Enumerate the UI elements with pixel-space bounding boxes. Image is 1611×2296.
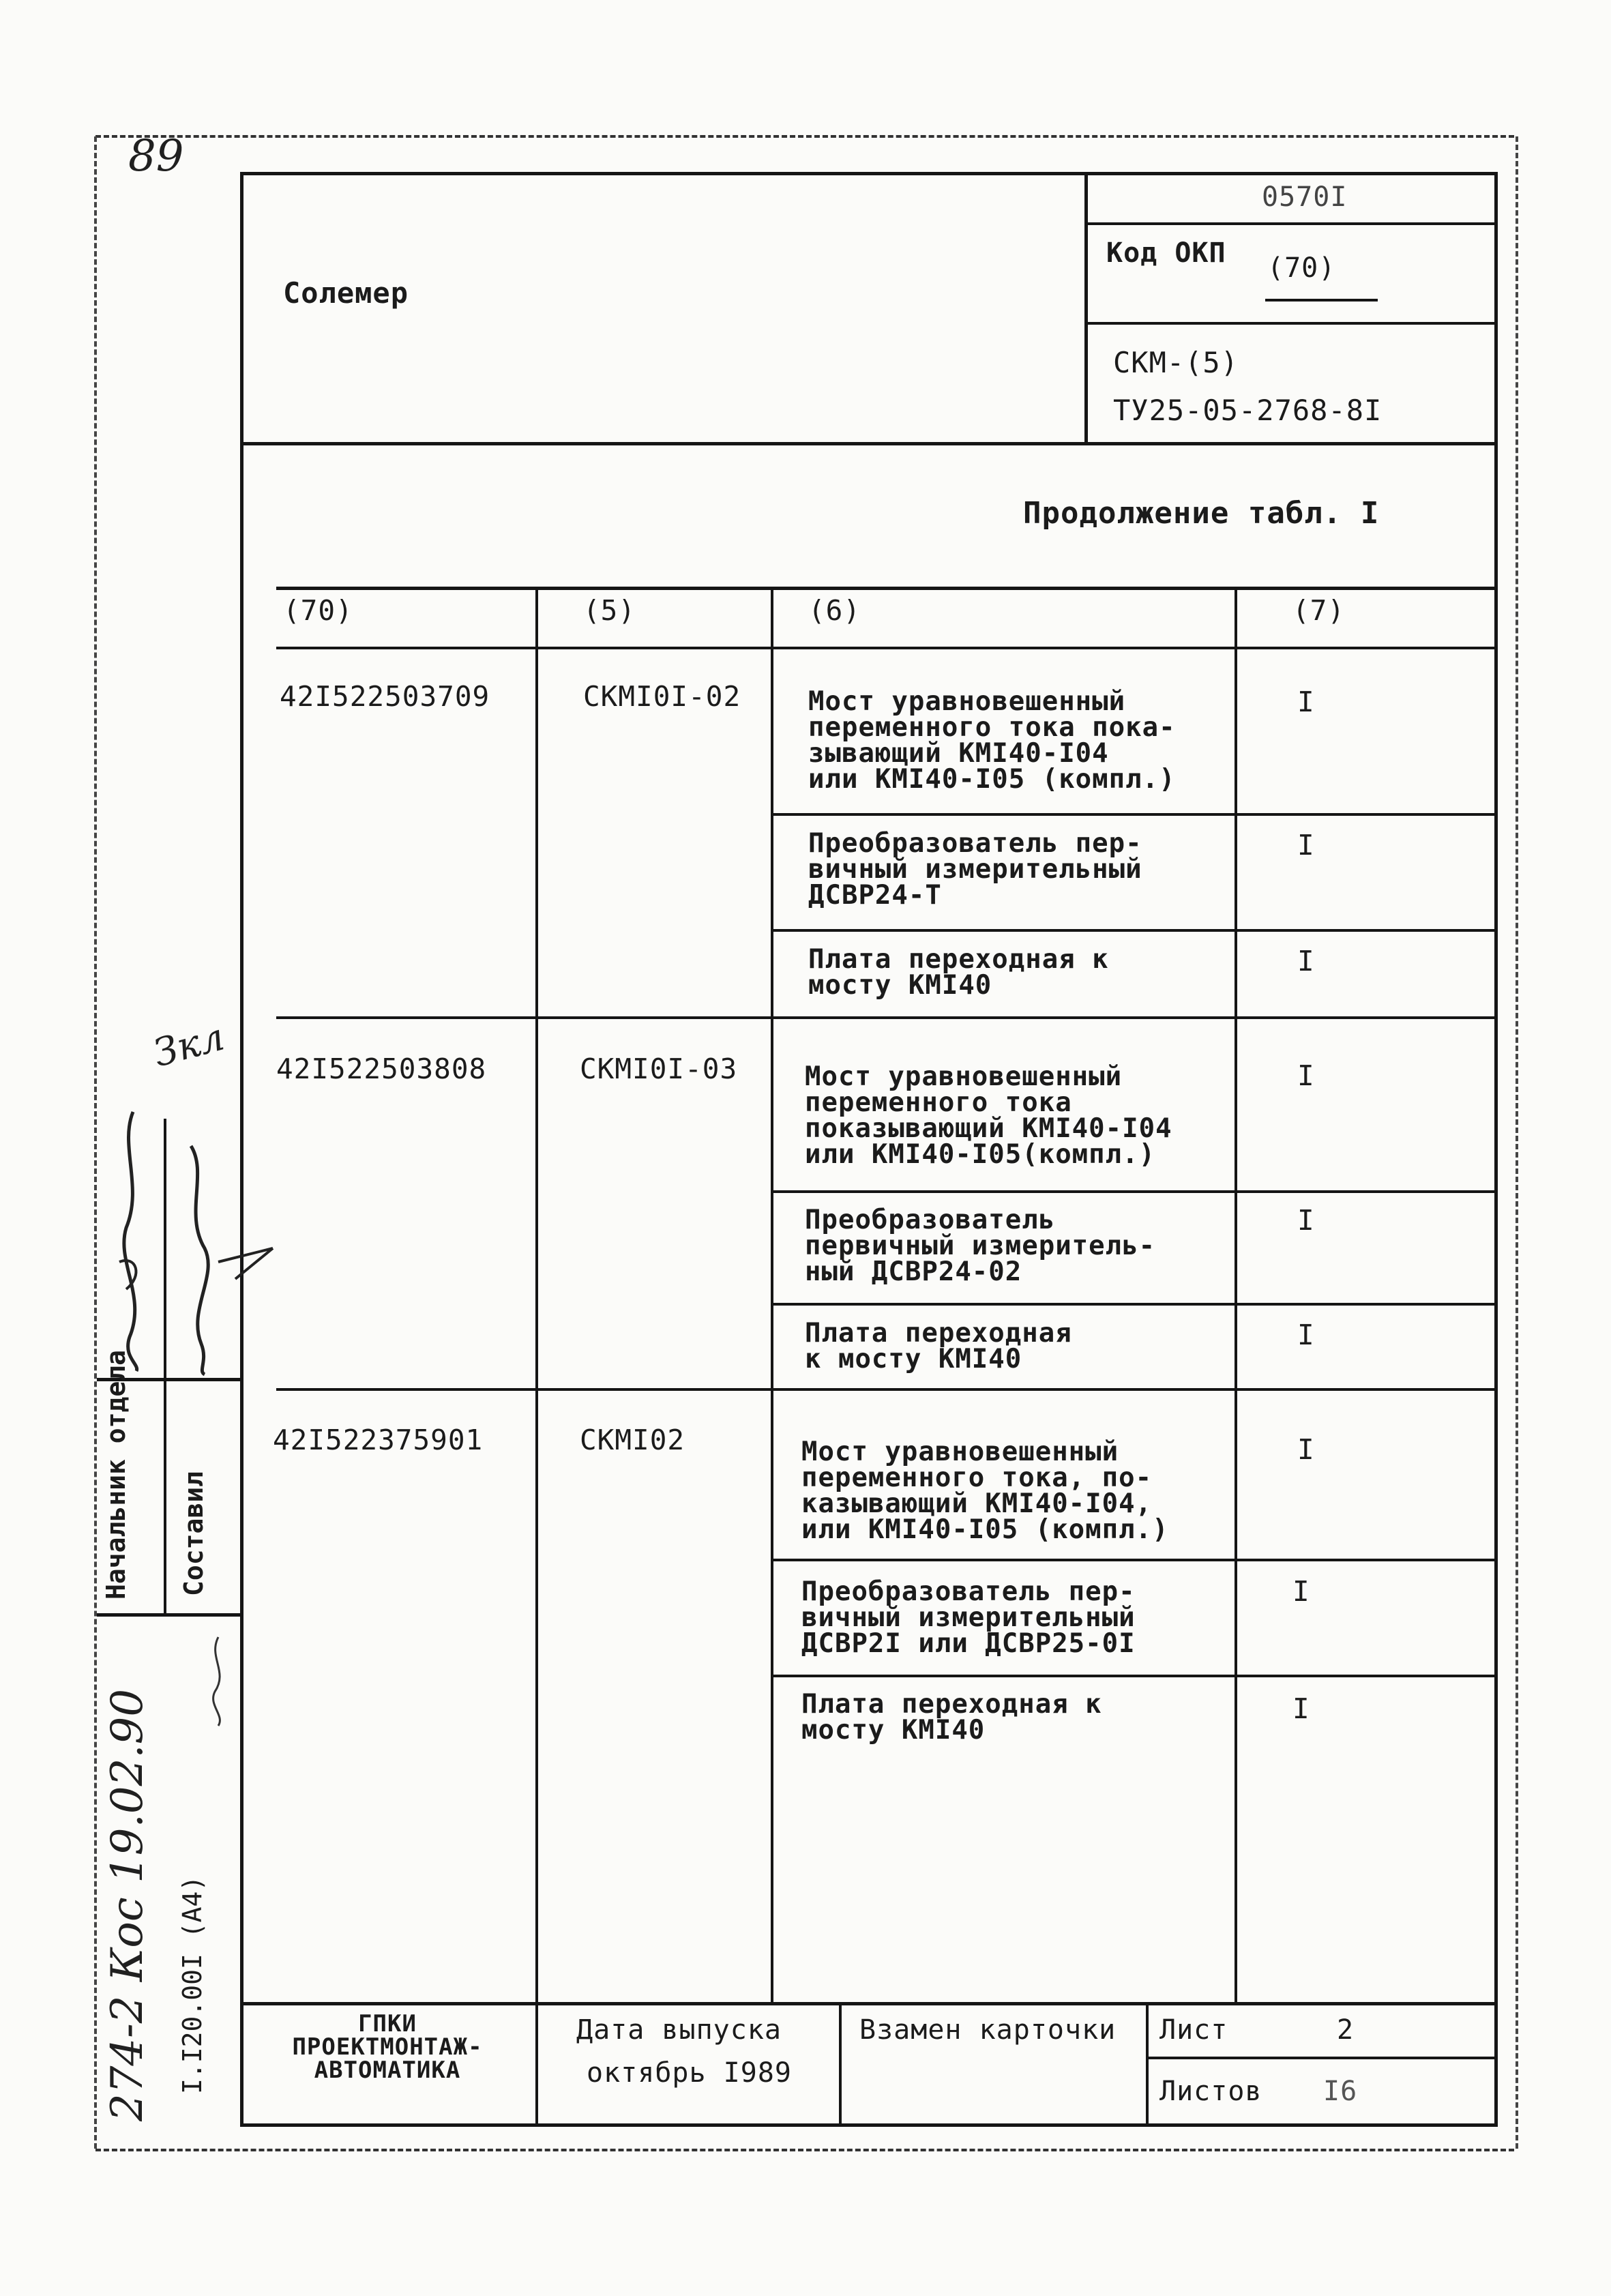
row-separator <box>771 1559 1498 1561</box>
row-quantity: I <box>1292 1575 1310 1608</box>
row-quantity: I <box>1297 1204 1315 1237</box>
row-quantity: I <box>1297 945 1315 977</box>
sheet-number: 2 <box>1337 2014 1355 2046</box>
table-top-rule <box>276 587 1498 590</box>
row-description: Преобразователь первичный измеритель- ный ДСВР24-02 <box>805 1205 1156 1287</box>
row-description: Мост уравновешенный переменного тока, по- казывающий КМI40-I04, или КМI40-I05 (компл.) <box>801 1437 1169 1545</box>
handwritten-initials: Зкл <box>149 1014 229 1076</box>
row-separator <box>771 929 1498 932</box>
row-description: Мост уравновешенный переменного тока показывающий КМI40-I04 или КМI40-I05(компл.) <box>805 1061 1172 1170</box>
handwritten-registration-note: 274-2 Кос 19.02.90 <box>102 1688 153 2121</box>
group-code: 42I522503808 <box>276 1053 487 1085</box>
bottom-scan-border <box>95 2149 1514 2151</box>
row-description: Плата переходная к мосту КМI40 <box>801 1689 1102 1746</box>
row-description: Преобразователь пер- вичный измерительный ДСВР24-Т <box>808 828 1142 911</box>
header-right-line-2 <box>1084 322 1498 325</box>
row-quantity: I <box>1292 1692 1310 1725</box>
row-separator <box>771 813 1498 816</box>
signature-department-head <box>106 1091 160 1378</box>
group-separator-1 <box>276 1016 1498 1019</box>
group-designation: СКМI0I-03 <box>580 1053 738 1085</box>
footer-sheet-rule <box>1146 2057 1498 2059</box>
col-header-quantity: (7) <box>1292 594 1346 627</box>
release-date-value: октябрь I989 <box>587 2057 792 2089</box>
page-number: 89 <box>128 131 184 181</box>
group-code: 42I522503709 <box>280 680 490 713</box>
document-format: I.I20.00I (A4) <box>177 1875 207 2094</box>
col-divider-2 <box>771 587 773 2002</box>
release-date-label: Дата выпуска <box>576 2014 782 2046</box>
top-scan-border <box>95 135 1514 138</box>
footer-divider-2 <box>839 2002 842 2127</box>
code-number: 0570I <box>1262 181 1348 213</box>
header-separator <box>240 442 1498 445</box>
sheets-count: I6 <box>1323 2076 1358 2107</box>
spec: ТУ25-05-2768-8I <box>1113 394 1383 427</box>
model: СКМ-(5) <box>1113 346 1239 379</box>
group-designation: СКМI02 <box>580 1424 685 1456</box>
row-quantity: I <box>1297 1319 1315 1351</box>
group-designation: СКМI0I-02 <box>583 680 741 713</box>
col-header-description: (6) <box>808 594 861 627</box>
group-code: 42I522375901 <box>273 1424 484 1456</box>
row-separator <box>771 1303 1498 1306</box>
row-separator <box>771 1190 1498 1193</box>
okp-label: Код ОКП <box>1106 237 1226 269</box>
table-header-rule <box>276 647 1498 649</box>
footer-divider-3 <box>1146 2002 1149 2127</box>
footer-divider-1 <box>535 2002 538 2127</box>
okp-underline <box>1265 299 1378 301</box>
author-label: Составил <box>179 1471 209 1596</box>
row-description: Мост уравновешенный переменного тока пока- зывающий КМI40-I04 или КМI40-I05 (компл.) <box>808 686 1176 795</box>
sheet-label: Лист <box>1159 2014 1228 2046</box>
sheets-label: Листов <box>1159 2076 1262 2107</box>
col-header-code: (70) <box>283 594 353 627</box>
col-header-designation: (5) <box>583 594 636 627</box>
signature-author <box>171 1119 286 1378</box>
okp-value: (70) <box>1267 252 1336 284</box>
continuation-caption: Продолжение табл. I <box>1023 496 1380 531</box>
row-quantity: I <box>1297 829 1315 862</box>
row-description: Плата переходная к мосту КМI40 <box>808 944 1109 1001</box>
right-scan-border <box>1516 136 1518 2149</box>
margin-block-bottom <box>97 1613 241 1617</box>
department-head-label: Начальник отдела <box>101 1349 131 1600</box>
org-name: ГПКИ ПРОЕКТМОНТАЖ- АВТОМАТИКА <box>292 2010 483 2084</box>
col-divider-3 <box>1235 587 1237 2002</box>
group-separator-2 <box>276 1388 1498 1391</box>
row-description: Плата переходная к мосту КМI40 <box>805 1318 1072 1374</box>
signature-date-initials <box>194 1630 242 1733</box>
row-description: Преобразователь пер- вичный измерительный ДСВР2I или ДСВР25-0I <box>801 1576 1136 1659</box>
col-divider-1 <box>535 587 538 2002</box>
row-quantity: I <box>1297 1059 1315 1092</box>
margin-block-divider <box>164 1119 166 1615</box>
replaces-card-label: Взамен карточки <box>859 2014 1117 2046</box>
product-name: Солемер <box>283 276 409 310</box>
row-quantity: I <box>1297 1433 1315 1466</box>
row-quantity: I <box>1297 686 1315 718</box>
header-vertical-divider <box>1084 172 1088 443</box>
left-scan-border <box>94 136 97 2149</box>
footer-top-rule <box>240 2002 1498 2005</box>
row-separator <box>771 1675 1498 1677</box>
header-right-line-1 <box>1084 222 1498 225</box>
